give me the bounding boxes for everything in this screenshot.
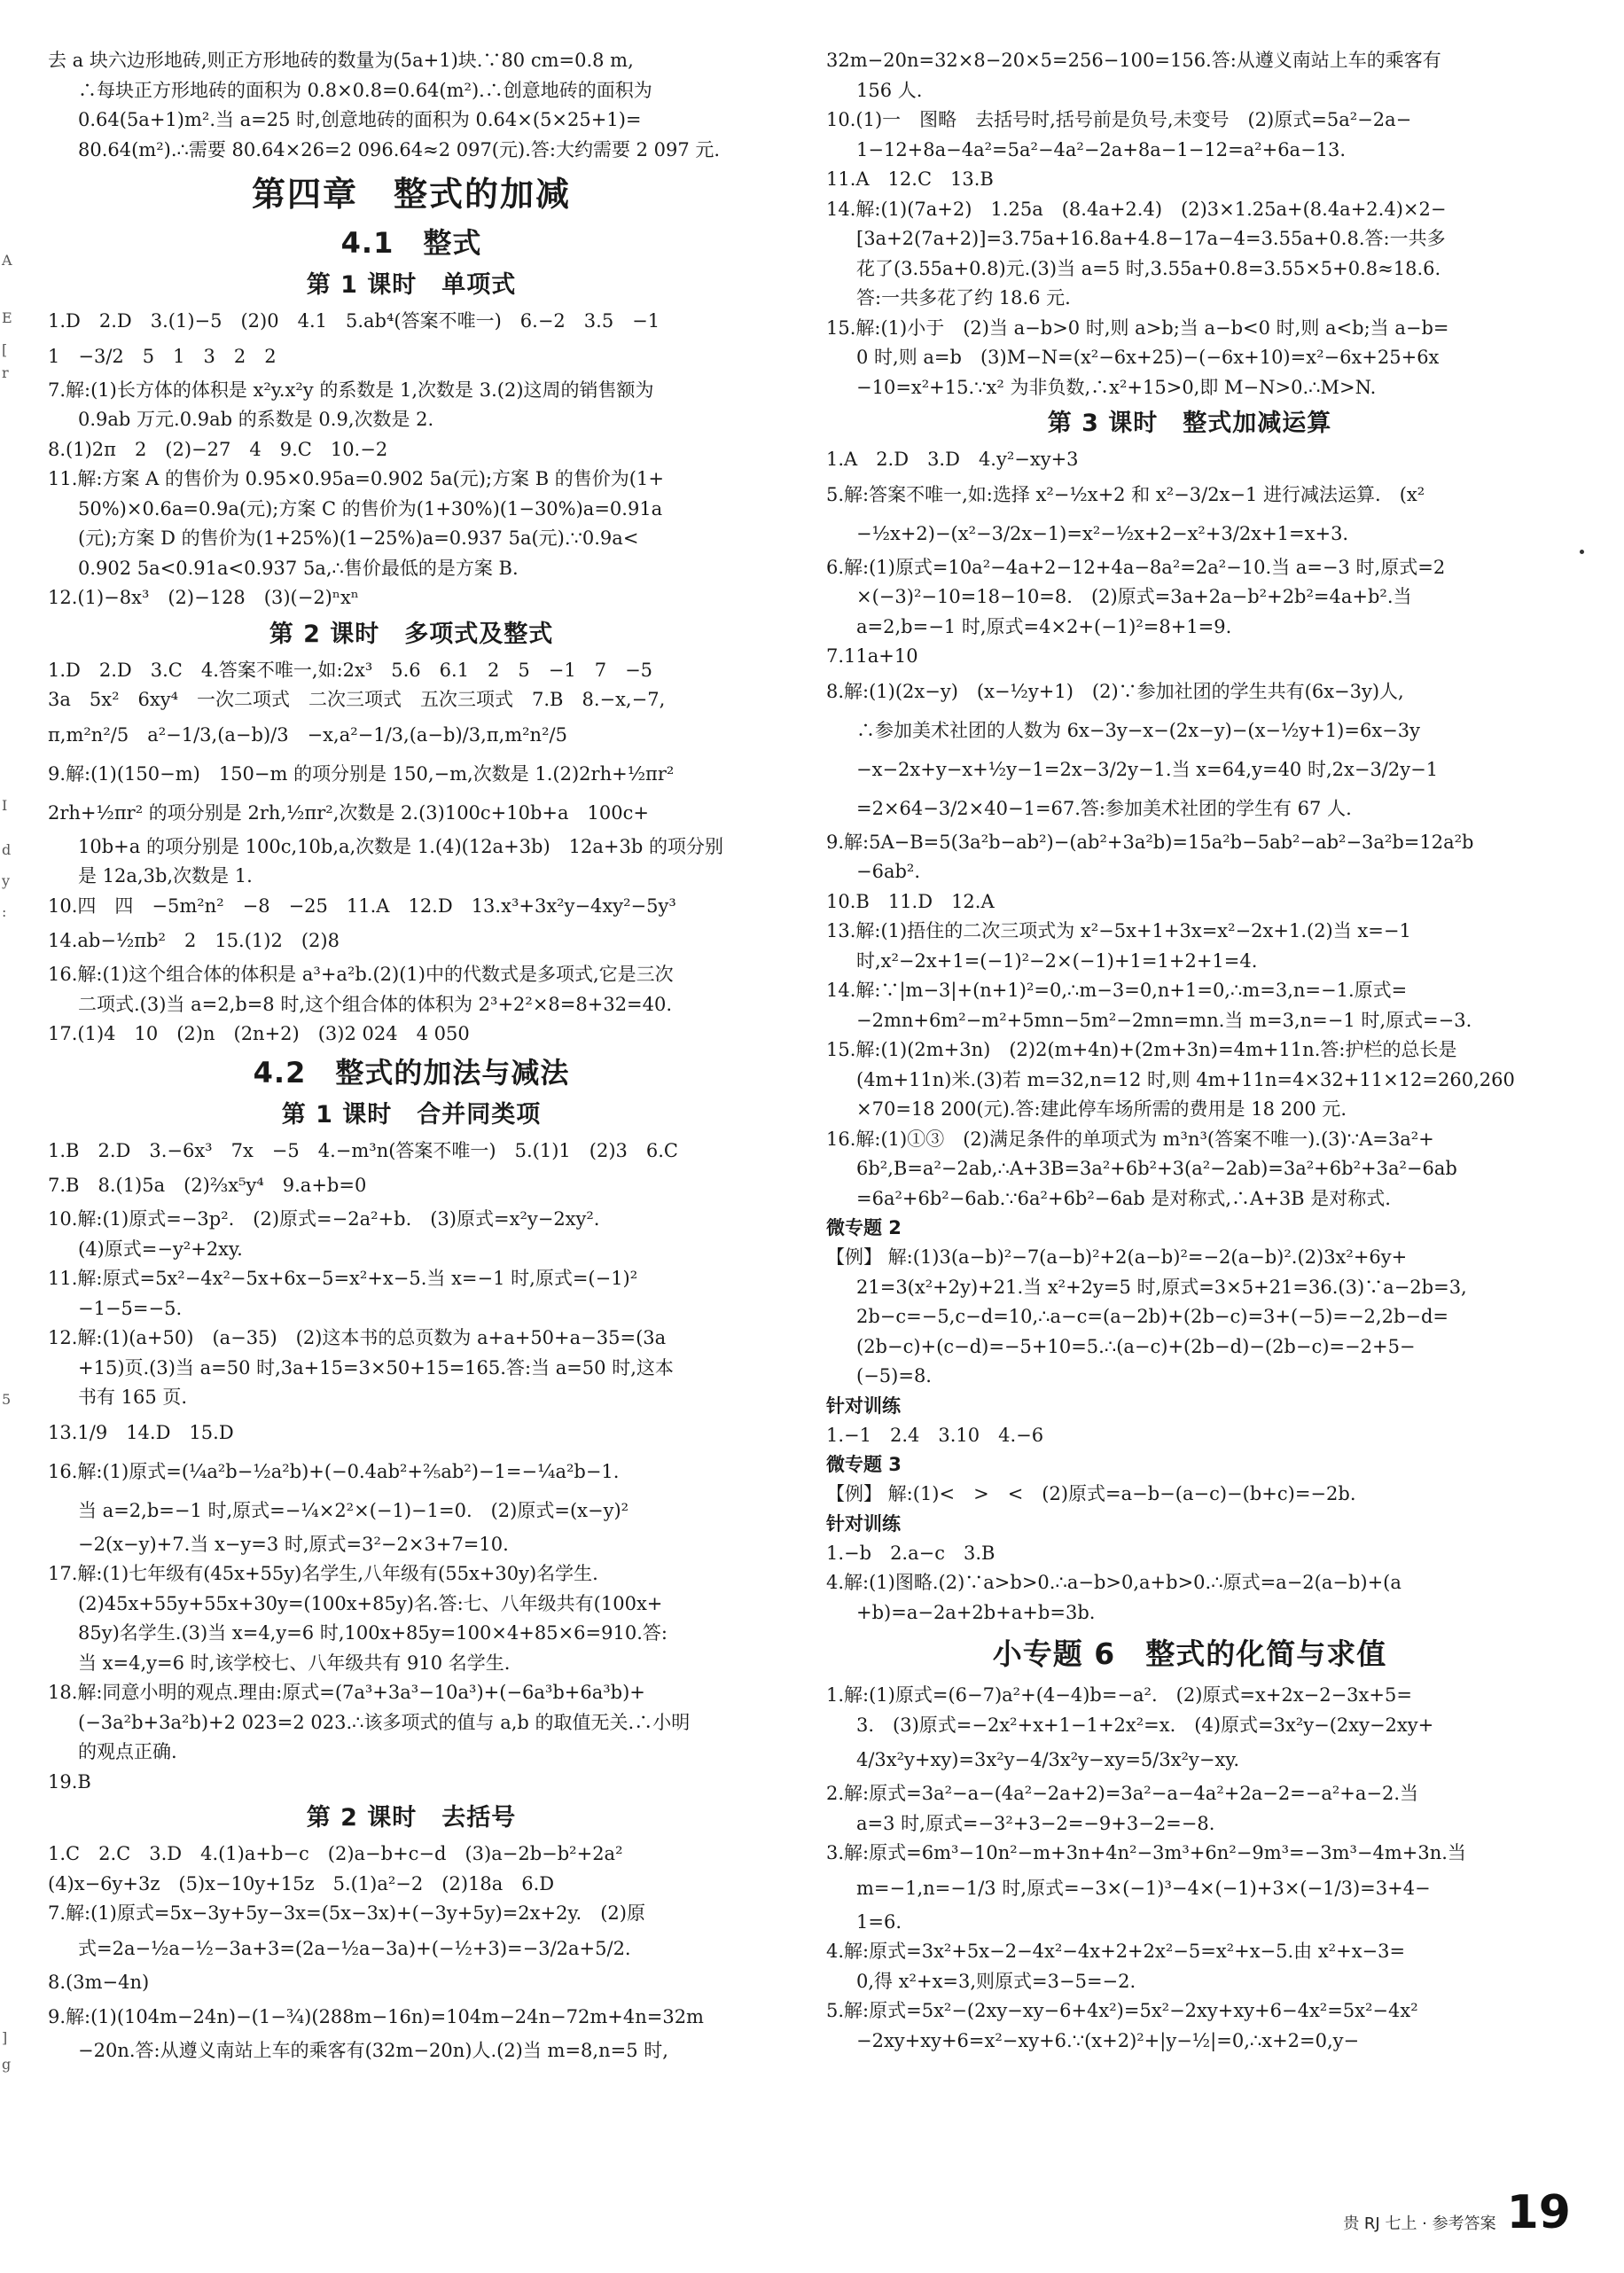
answer-line: =2×64−3/2×40−1=67.答:参加美术社团的学生有 67 人. xyxy=(856,797,1352,819)
answer-line: 6b²,B=a²−2ab,∴A+3B=3a²+6b²+3(a²−2ab)=3a²+6b²+3a²−6ab xyxy=(856,1158,1457,1179)
practice-title: 针对训练 xyxy=(826,1394,901,1417)
answer-line: (2b−c)+(c−d)=−5+10=5.∴(a−c)+(2b−d)−(2b−c)=−2+5− xyxy=(856,1335,1416,1357)
answer-line: 18.解:同意小明的观点.理由:原式=(7a³+3a³−10a³)+(−6a³b+6a³b)+ xyxy=(48,1682,645,1703)
page-footer xyxy=(1343,2186,1571,2239)
answer-line: 5.解:答案不唯一,如:选择 x²−½x+2 和 x²−3/2x−1 进行减法运算. (x² xyxy=(826,483,1425,505)
margin-mark: r xyxy=(2,364,9,381)
answer-line: (−5)=8. xyxy=(856,1365,932,1386)
answer-line: 16.解:(1)①③ (2)满足条件的单项式为 m³n³(答案不唯一).(3)∵A=3a²+ xyxy=(826,1128,1434,1150)
practice-title: 针对训练 xyxy=(826,1512,901,1535)
answer-line: 14.解:(1)(7a+2) 1.25a (8.4a+2.4) (2)3×1.25a+(8.4a+2.4)×2− xyxy=(826,198,1447,220)
answer-line: 15.解:(1)(2m+3n) (2)2(m+4n)+(2m+3n)=4m+11n.答:护栏的总长是 xyxy=(826,1039,1457,1060)
answer-line: (元);方案 D 的售价为(1+25%)(1−25%)a=0.937 5a(元).∵0.9a< xyxy=(78,527,639,549)
answer-line: 16.解:(1)这个组合体的体积是 a³+a²b.(2)(1)中的代数式是多项式,它是三次 xyxy=(48,964,674,985)
answer-line: (2)45x+55y+55x+30y=(100x+85y)名.答:七、八年级共有(100x+ xyxy=(78,1592,663,1614)
lesson-title: 第 2 课时 多项式及整式 xyxy=(269,620,554,648)
special-topic-title: 小专题 6 整式的化简与求值 xyxy=(992,1636,1387,1671)
margin-mark: ] xyxy=(2,2029,8,2046)
answer-line: 9.解:(1)(104m−24n)−(1−¾)(288m−16n)=104m−24n−72m+4n=32m xyxy=(48,2006,704,2027)
answer-line: 15.解:(1)小于 (2)当 a−b>0 时,则 a>b;当 a−b<0 时,则 a<b;当 a−b= xyxy=(826,316,1449,339)
answer-line: 1.解:(1)原式=(6−7)a²+(4−4)b=−a². (2)原式=x+2x−2−3x+5= xyxy=(826,1684,1412,1706)
answer-line: 答:一共多花了约 18.6 元. xyxy=(856,287,1071,309)
answer-line: 10.四 四 −5m²n² −8 −25 11.A 12.D 13.x³+3x²y−4xy²−5y³ xyxy=(48,894,676,917)
answer-line: 的观点正确. xyxy=(78,1741,177,1762)
answer-line: 1 −3/2 5 1 3 2 2 xyxy=(48,345,277,367)
answer-line: 0 时,则 a=b (3)M−N=(x²−6x+25)−(−6x+10)=x²−6x+25+6x xyxy=(856,347,1440,368)
answer-line: 【例】 解:(1)< > < (2)原式=a−b−(a−c)−(b+c)=−2b. xyxy=(826,1483,1356,1504)
answer-line: −1−5=−5. xyxy=(78,1297,183,1319)
micro-topic-title: 微专题 2 xyxy=(826,1217,902,1238)
answer-line: 12.解:(1)(a+50) (a−35) (2)这本书的总页数为 a+a+50+a−35=(3a xyxy=(48,1327,667,1348)
answer-line: +b)=a−2a+2b+a+b=3b. xyxy=(856,1601,1096,1623)
chapter-title: 第四章 整式的加减 xyxy=(251,175,571,214)
text-line: ∴每块正方形地砖的面积为 0.8×0.8=0.64(m²).∴创意地砖的面积为 xyxy=(78,79,652,101)
answer-line: (4)x−6y+3z (5)x−10y+15z 5.(1)a²−2 (2)18a 6.D xyxy=(48,1872,555,1894)
answer-line: 2rh+½πr² 的项分别是 2rh,½πr²,次数是 2.(3)100c+10b+a 100c+ xyxy=(48,801,649,824)
section-title: 4.2 整式的加法与减法 xyxy=(253,1055,570,1090)
answer-line: 7.B 8.(1)5a (2)⅔x⁵y⁴ 9.a+b=0 xyxy=(48,1175,367,1196)
lesson-title: 第 1 课时 合并同类项 xyxy=(281,1100,542,1129)
answer-line: +15)页.(3)当 a=50 时,3a+15=3×50+15=165.答:当 a=50 时,这本 xyxy=(78,1356,674,1379)
answer-line: 4.解:(1)图略.(2)∵a>b>0.∴a−b>0,a+b>0.∴原式=a−2(a−b)+(a xyxy=(826,1572,1401,1593)
answer-line: 14.解:∵|m−3|+(n+1)²=0,∴m−3=0,n+1=0,∴m=3,n=−1.原式= xyxy=(826,980,1408,1001)
answer-line: 10.B 11.D 12.A xyxy=(826,890,995,912)
answer-line: 12.(1)−8x³ (2)−128 (3)(−2)ⁿxⁿ xyxy=(48,587,359,608)
answer-line: 21=3(x²+2y)+21.当 x²+2y=5 时,原式=3×5+21=36.(3)∵a−2b=3, xyxy=(856,1276,1467,1298)
margin-mark: g xyxy=(2,2056,12,2073)
answer-line: 9.解:(1)(150−m) 150−m 的项分别是 150,−m,次数是 1.(2)2rh+½πr² xyxy=(48,762,675,785)
answer-line: 7.解:(1)长方体的体积是 x²y.x²y 的系数是 1,次数是 3.(2)这周的销售额为 xyxy=(48,379,654,401)
margin-marks xyxy=(0,0,12,2273)
right-column xyxy=(826,46,1553,2056)
answer-line: 1.−1 2.4 3.10 4.−6 xyxy=(826,1424,1044,1446)
margin-mark: : xyxy=(2,903,7,920)
answer-line: −2(x−y)+7.当 x−y=3 时,原式=3²−2×3+7=10. xyxy=(78,1533,509,1555)
answer-line: (4m+11n)米.(3)若 m=32,n=12 时,则 4m+11n=4×32+11×12=260,260 xyxy=(856,1068,1515,1090)
answer-line: 3a 5x² 6xy⁴ 一次二项式 二次三项式 五次三项式 7.B 8.−x,−7, xyxy=(48,689,666,710)
answer-line: 【例】 解:(1)3(a−b)²−7(a−b)²+2(a−b)²=−2(a−b)².(2)3x²+6y+ xyxy=(826,1246,1408,1268)
margin-mark: 5 xyxy=(2,1391,12,1408)
answer-line: 1.A 2.D 3.D 4.y²−xy+3 xyxy=(826,449,1079,470)
answer-line: 花了(3.55a+0.8)元.(3)当 a=5 时,3.55a+0.8=3.55×5+0.8≈18.6. xyxy=(856,257,1441,279)
answer-line: 1.C 2.C 3.D 4.(1)a+b−c (2)a−b+c−d (3)a−2b−b²+2a² xyxy=(48,1843,623,1864)
answer-line: 19.B xyxy=(48,1770,91,1793)
margin-mark: d xyxy=(2,841,12,858)
answer-line: 11.解:原式=5x²−4x²−5x+6x−5=x²+x−5.当 x=−1 时,原式=(−1)² xyxy=(48,1268,638,1289)
answer-line: 1.D 2.D 3.C 4.答案不唯一,如:2x³ 5.6 6.1 2 5 −1 7 −5 xyxy=(48,659,653,681)
answer-line: 13.解:(1)捂住的二次三项式为 x²−5x+1+3x=x²−2x+1.(2)当 x=−1 xyxy=(826,920,1411,941)
answer-line: 11.解:方案 A 的售价为 0.95×0.95a=0.902 5a(元);方案 B 的售价为(1+ xyxy=(48,468,664,489)
answer-line: 3. (3)原式=−2x²+x+1−1+2x²=x. (4)原式=3x²y−(2xy−2xy+ xyxy=(856,1714,1434,1736)
answer-line: 10.(1)一 图略 去括号时,括号前是负号,未变号 (2)原式=5a²−2a− xyxy=(826,109,1412,130)
answer-line: 4/3x²y+xy)=3x²y−4/3x²y−xy=5/3x²y−xy. xyxy=(856,1749,1240,1770)
answer-line: −10=x²+15.∵x² 为非负数,∴x²+15>0,即 M−N>0.∴M>N. xyxy=(856,376,1377,398)
text-line: 去 a 块六边形地砖,则正方形地砖的数量为(5a+1)块.∵80 cm=0.8 m, xyxy=(48,50,634,71)
answer-line: 10b+a 的项分别是 100c,10b,a,次数是 1.(4)(12a+3b) 12a+3b 的项分别 xyxy=(78,835,723,857)
margin-mark: [ xyxy=(2,341,8,358)
margin-mark: A xyxy=(2,252,12,269)
answer-line: −2xy+xy+6=x²−xy+6.∵(x+2)²+|y−½|=0,∴x+2=0,y− xyxy=(856,2029,1360,2051)
lesson-title: 第 2 课时 去括号 xyxy=(306,1804,517,1832)
answer-line: 32m−20n=32×8−20×5=256−100=156.答:从遵义南站上车的乘客有 xyxy=(826,50,1441,71)
answer-line: 8.(3m−4n) xyxy=(48,1971,150,1993)
answer-line: 85y)名学生.(3)当 x=4,y=6 时,100x+85y=100×4+85×6=910.答: xyxy=(78,1622,668,1644)
answer-line: [3a+2(7a+2)]=3.75a+16.8a+4.8−17a−4=3.55a+0.8.答:一共多 xyxy=(856,228,1446,249)
lesson-title: 第 1 课时 单项式 xyxy=(306,271,517,299)
answer-line: 8.解:(1)(2x−y) (x−½y+1) (2)∵参加社团的学生共有(6x−3y)人, xyxy=(826,680,1404,702)
answer-line: 14.ab−½πb² 2 15.(1)2 (2)8 xyxy=(48,930,340,951)
answer-line: −6ab². xyxy=(856,861,921,882)
answer-line: −½x+2)−(x²−3/2x−1)=x²−½x+2−x²+3/2x+1=x+3. xyxy=(856,522,1349,544)
answer-line: 是 12a,3b,次数是 1. xyxy=(78,865,253,887)
answer-line: 5.解:原式=5x²−(2xy−xy−6+4x²)=5x²−2xy+xy+6−4x²=5x²−4x² xyxy=(826,2000,1418,2021)
answer-line: 156 人. xyxy=(856,79,923,101)
answer-line: 0.9ab 万元.0.9ab 的系数是 0.9,次数是 2. xyxy=(78,409,434,430)
margin-mark: E xyxy=(2,309,12,326)
left-column xyxy=(48,46,775,2066)
lesson-title: 第 3 课时 整式加减运算 xyxy=(1047,410,1332,437)
answer-line: 8.(1)2π 2 (2)−27 4 9.C 10.−2 xyxy=(48,438,388,460)
answer-line: 书有 165 页. xyxy=(78,1386,188,1408)
answer-line: (4)原式=−y²+2xy. xyxy=(78,1238,243,1260)
answer-line: 当 x=4,y=6 时,该学校七、八年级共有 910 名学生. xyxy=(78,1652,511,1674)
answer-line: 10.解:(1)原式=−3p². (2)原式=−2a²+b. (3)原式=x²y−2xy². xyxy=(48,1208,600,1230)
section-title: 4.1 整式 xyxy=(340,226,482,260)
answer-line: (−3a²b+3a²b)+2 023=2 023.∴该多项式的值与 a,b 的取值无关.∴小明 xyxy=(78,1711,691,1733)
answer-line: 3.解:原式=6m³−10n²−m+3n+4n²−3m³+6n²−9m³=−3m³−4m+3n.当 xyxy=(826,1842,1466,1863)
answer-line: π,m²n²/5 a²−1/3,(a−b)/3 −x,a²−1/3,(a−b)/3,π,m²n²/5 xyxy=(48,723,567,746)
answer-line: 式=2a−½a−½−3a+3=(2a−½a−3a)+(−½+3)=−3/2a+5/2. xyxy=(78,1937,631,1959)
answer-line: −x−2x+y−x+½y−1=2x−3/2y−1.当 x=64,y=40 时,2x−3/2y−1 xyxy=(856,758,1439,780)
answer-line: 2.解:原式=3a²−a−(4a²−2a+2)=3a²−a−4a²+2a−2=−a²+a−2.当 xyxy=(826,1783,1419,1804)
answer-line: −2mn+6m²−m²+5mn−5m²−2mn=mn.当 m=3,n=−1 时,原式=−3. xyxy=(856,1009,1472,1031)
answer-line: m=−1,n=−1/3 时,原式=−3×(−1)³−4×(−1)+3×(−1/3)=3+4− xyxy=(856,1877,1431,1899)
micro-topic-title: 微专题 3 xyxy=(826,1454,902,1475)
answer-line: 0.902 5a<0.91a<0.937 5a,∴售价最低的是方案 B. xyxy=(78,557,519,579)
answer-line: ×70=18 200(元).答:建此停车场所需的费用是 18 200 元. xyxy=(856,1098,1347,1120)
answer-line: 7.11a+10 xyxy=(826,645,918,667)
answer-line: 1.D 2.D 3.(1)−5 (2)0 4.1 5.ab⁴(答案不唯一) 6.−2 3.5 −1 xyxy=(48,310,660,332)
answer-line: 7.解:(1)原式=5x−3y+5y−3x=(5x−3x)+(−3y+5y)=2x+2y. (2)原 xyxy=(48,1902,645,1924)
answer-line: =6a²+6b²−6ab.∵6a²+6b²−6ab 是对称式,∴A+3B 是对称式. xyxy=(856,1187,1391,1209)
answer-line: −20n.答:从遵义南站上车的乘客有(32m−20n)人.(2)当 m=8,n=5 时, xyxy=(78,2040,668,2061)
answer-line: 4.解:原式=3x²+5x−2−4x²−4x+2+2x²−5=x²+x−5.由 x²+x−3= xyxy=(826,1941,1406,1962)
answer-line: 1.−b 2.a−c 3.B xyxy=(826,1542,995,1564)
answer-line: a=2,b=−1 时,原式=4×2+(−1)²=8+1=9. xyxy=(856,615,1232,637)
footer-label: 贵 RJ 七上 · 参考答案 xyxy=(1343,2214,1496,2233)
answer-line: 16.解:(1)原式=(¼a²b−½a²b)+(−0.4ab²+⅖ab²)−1=−¼a²b−1. xyxy=(48,1460,620,1482)
page-number: 19 xyxy=(1506,2186,1571,2239)
decorative-dot xyxy=(1580,550,1584,554)
answer-line: 时,x²−2x+1=(−1)²−2×(−1)+1=1+2+1=4. xyxy=(856,949,1258,972)
answer-line: 二项式.(3)当 a=2,b=8 时,这个组合体的体积为 2³+2²×8=8+32=40. xyxy=(78,993,673,1015)
answer-line: ×(−3)²−10=18−10=8. (2)原式=3a+2a−b²+2b²=4a+b².当 xyxy=(856,586,1412,607)
answer-line: 当 a=2,b=−1 时,原式=−¼×2²×(−1)−1=0. (2)原式=(x−y)² xyxy=(78,1499,629,1521)
answer-line: 9.解:5A−B=5(3a²b−ab²)−(ab²+3a²b)=15a²b−5ab²−ab²−3a²b=12a²b xyxy=(826,831,1474,853)
answer-line: 11.A 12.C 13.B xyxy=(826,168,994,190)
answer-line: 17.解:(1)七年级有(45x+55y)名学生,八年级有(55x+30y)名学生. xyxy=(48,1563,598,1584)
answer-line: 2b−c=−5,c−d=10,∴a−c=(a−2b)+(2b−c)=3+(−5)=−2,2b−d= xyxy=(856,1306,1449,1327)
answer-line: 6.解:(1)原式=10a²−4a+2−12+4a−8a²=2a²−10.当 a=−3 时,原式=2 xyxy=(826,556,1446,578)
answer-line: 17.(1)4 10 (2)n (2n+2) (3)2 024 4 050 xyxy=(48,1023,470,1044)
answer-line: 50%)×0.6a=0.9a(元);方案 C 的售价为(1+30%)(1−30%)a=0.91a xyxy=(78,497,663,519)
answer-line: 1=6. xyxy=(856,1910,902,1933)
text-line: 0.64(5a+1)m².当 a=25 时,创意地砖的面积为 0.64×(5×25+1)= xyxy=(78,109,642,130)
answer-line: ∴参加美术社团的人数为 6x−3y−x−(2x−y)−(x−½y+1)=6x−3y xyxy=(856,719,1420,741)
answer-line: 13.1/9 14.D 15.D xyxy=(48,1421,234,1443)
margin-mark: I xyxy=(2,797,8,814)
answer-line: a=3 时,原式=−3²+3−2=−9+3−2=−8. xyxy=(856,1812,1215,1834)
margin-mark: y xyxy=(2,872,11,889)
answer-line: 1.B 2.D 3.−6x³ 7x −5 4.−m³n(答案不唯一) 5.(1)1 (2)3 6.C xyxy=(48,1139,678,1161)
answer-line: 0,得 x²+x=3,则原式=3−5=−2. xyxy=(856,1970,1136,1992)
answer-line: 1−12+8a−4a²=5a²−4a²−2a+8a−1−12=a²+6a−13. xyxy=(856,138,1347,160)
text-line: 80.64(m²).∴需要 80.64×26=2 096.64≈2 097(元).答:大约需要 2 097 元. xyxy=(78,138,721,160)
